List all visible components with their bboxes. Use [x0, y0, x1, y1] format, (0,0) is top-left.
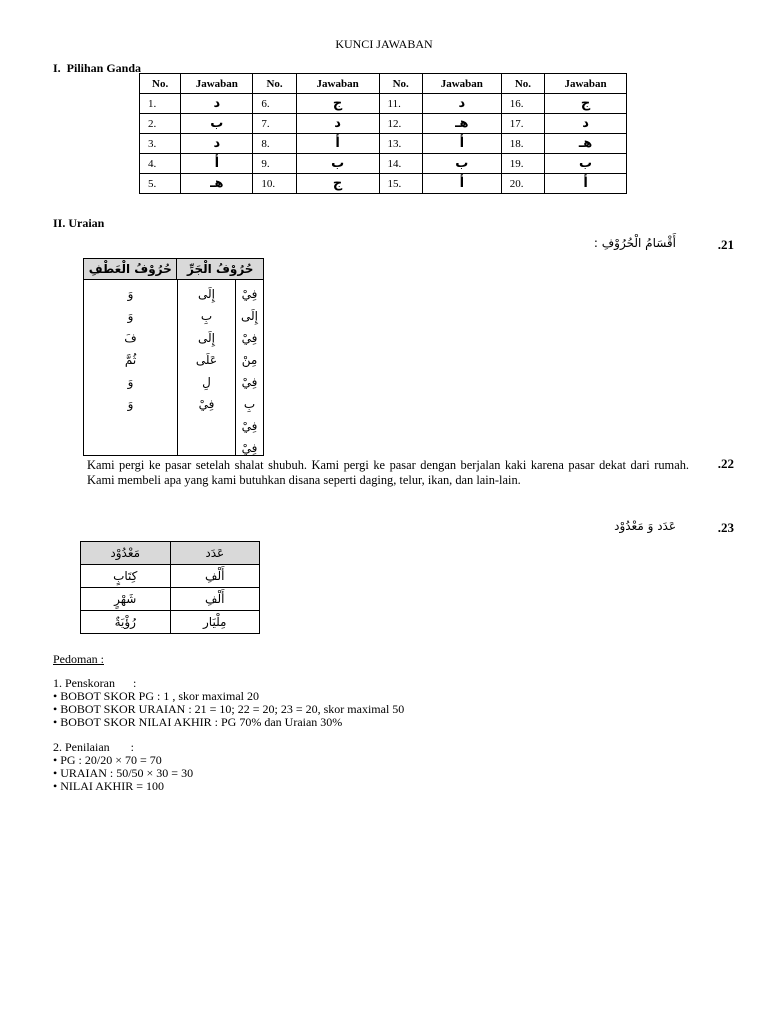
adad-madud-table — [80, 541, 260, 634]
list-item: • BOBOT SKOR URAIAN : 21 = 10; 22 = 20; 23 = 20, skor maximal 50 — [53, 702, 405, 716]
answer-cell: هـ — [422, 114, 501, 134]
column-huruf-athaf — [84, 283, 177, 455]
question-number-cell: 8. — [253, 134, 296, 154]
column-header: No. — [379, 74, 422, 94]
question-number-22: .22 — [717, 456, 734, 471]
answer-cell: ج — [296, 94, 379, 114]
question-23-prompt: عَدَد وَ مَعْدُوْد — [614, 519, 676, 533]
answer-cell: أ — [422, 174, 501, 194]
table-row — [81, 611, 260, 634]
list-item: • NILAI AKHIR = 100 — [53, 779, 164, 793]
section-pilihan-ganda — [53, 61, 141, 76]
penilaian-block — [53, 741, 193, 793]
list-item: وَ — [127, 309, 134, 323]
list-item: فِيْ — [198, 397, 215, 411]
list-item: وَ — [127, 287, 134, 301]
table-row — [140, 94, 627, 114]
answer-cell: أ — [422, 134, 501, 154]
answer-cell: د — [181, 134, 253, 154]
table-row — [140, 114, 627, 134]
answer-cell: د — [181, 94, 253, 114]
adad-cell: أَلْفِ — [170, 588, 260, 611]
answer-cell: ج — [545, 94, 627, 114]
table-header-row — [140, 74, 627, 94]
column-header: Jawaban — [296, 74, 379, 94]
answer-cell: ب — [296, 154, 379, 174]
adad-cell: مِلْيَار — [170, 611, 260, 634]
penskoran-block — [53, 677, 404, 729]
answer-cell: ب — [545, 154, 627, 174]
list-item: • BOBOT SKOR PG : 1 , skor maximal 20 — [53, 689, 259, 703]
list-item: بِ — [200, 309, 213, 323]
column-header: No. — [501, 74, 544, 94]
answer-cell: د — [422, 94, 501, 114]
list-item: فِيْ — [241, 419, 258, 433]
column-header: No. — [140, 74, 181, 94]
question-number-cell: 4. — [140, 154, 181, 174]
pilihan-ganda-body — [140, 94, 627, 194]
list-item: فِيْ — [241, 375, 258, 389]
question-21-prompt: أَقْسَامُ الْحُرُوْفِ : — [593, 236, 676, 250]
question-number-cell: 18. — [501, 134, 544, 154]
question-number-cell: 1. — [140, 94, 181, 114]
pedoman-heading: Pedoman : — [53, 652, 104, 666]
list-item: • BOBOT SKOR NILAI AKHIR : PG 70% dan Uraian 30% — [53, 715, 343, 729]
huruf-table — [83, 258, 264, 456]
madud-cell: رُؤْيَةٌ — [81, 611, 171, 634]
column-header: Jawaban — [181, 74, 253, 94]
question-number-cell: 6. — [253, 94, 296, 114]
column-header: Jawaban — [545, 74, 627, 94]
answer-cell: د — [296, 114, 379, 134]
header-huruf-jar: حُرُوْفُ الْجَرِّ — [187, 262, 254, 276]
list-item: فِيْ — [241, 331, 258, 345]
adad-cell: أَلْفِ — [170, 565, 260, 588]
madud-cell: كِتَابٍ — [81, 565, 171, 588]
column-huruf-jar-right — [236, 283, 263, 455]
question-22-answer: Kami pergi ke pasar setelah shalat shubuh. Kami pergi ke pasar dengan berjalan kaki karena pasar dekat dari rumah. Kami membeli apa yang kami butuhkan disana seperti daging, telur, ikan, dan lain-lain. — [87, 458, 689, 487]
list-item: لِ — [202, 375, 211, 389]
question-number-cell: 16. — [501, 94, 544, 114]
question-number-cell: 12. — [379, 114, 422, 134]
question-number-cell: 11. — [379, 94, 422, 114]
question-number-cell: 9. — [253, 154, 296, 174]
answer-cell: هـ — [545, 134, 627, 154]
list-item: وَ — [127, 397, 134, 411]
question-number-cell: 17. — [501, 114, 544, 134]
question-number-cell: 15. — [379, 174, 422, 194]
answer-cell: ب — [181, 114, 253, 134]
question-number-cell: 14. — [379, 154, 422, 174]
question-number-cell: 5. — [140, 174, 181, 194]
table-row — [81, 565, 260, 588]
list-item: مِنْ — [241, 353, 258, 367]
column-header: No. — [253, 74, 296, 94]
question-number-cell: 13. — [379, 134, 422, 154]
column-header: Jawaban — [422, 74, 501, 94]
huruf-header-row — [84, 259, 263, 280]
question-number-cell: 3. — [140, 134, 181, 154]
list-item: ثُمَّ — [124, 353, 137, 367]
question-number-cell: 2. — [140, 114, 181, 134]
question-number-cell: 10. — [253, 174, 296, 194]
pilihan-ganda-table — [139, 73, 627, 194]
answer-cell: ب — [422, 154, 501, 174]
answer-cell: د — [545, 114, 627, 134]
section-number: I. — [53, 61, 61, 75]
section-uraian — [53, 216, 104, 231]
list-item: بِ — [243, 397, 256, 411]
question-number-23: .23 — [717, 520, 734, 535]
list-item: عَلَى — [195, 353, 218, 367]
answer-cell: هـ — [181, 174, 253, 194]
madud-cell: شَهْرٍ — [81, 588, 171, 611]
list-item: وَ — [127, 375, 134, 389]
header-madud: مَعْدُوْد — [81, 542, 171, 565]
penskoran-title: 1. Penskoran : — [53, 676, 137, 690]
question-number-cell: 20. — [501, 174, 544, 194]
table-header-row — [81, 542, 260, 565]
list-item: فِيْ — [241, 287, 258, 301]
column-huruf-jar-left — [178, 283, 235, 455]
header-adad: عَدَد — [170, 542, 260, 565]
answer-cell: أ — [296, 134, 379, 154]
section-number: II. — [53, 216, 66, 230]
answer-cell: ج — [296, 174, 379, 194]
section-title: Uraian — [68, 216, 105, 230]
table-row — [140, 174, 627, 194]
table-row — [140, 134, 627, 154]
question-number-21: .21 — [717, 237, 734, 252]
section-title: Pilihan Ganda — [66, 61, 142, 75]
answer-cell: أ — [181, 154, 253, 174]
list-item: إِلَى — [198, 331, 215, 345]
list-item: فَ — [124, 331, 137, 345]
table-row — [81, 588, 260, 611]
answer-cell: أ — [545, 174, 627, 194]
question-number-cell: 7. — [253, 114, 296, 134]
list-item: إِلَى — [198, 287, 215, 301]
page-title: KUNCI JAWABAN — [335, 37, 433, 51]
list-item: • URAIAN : 50/50 × 30 = 30 — [53, 766, 194, 780]
question-number-cell: 19. — [501, 154, 544, 174]
table-row — [140, 154, 627, 174]
list-item: فِيْ — [241, 441, 258, 455]
list-item: إِلَى — [241, 309, 258, 323]
penilaian-title: 2. Penilaian : — [53, 740, 134, 754]
list-item: • PG : 20/20 × 70 = 70 — [53, 753, 162, 767]
header-huruf-athaf: حُرُوْفُ الْعَطْفِ — [84, 259, 177, 279]
